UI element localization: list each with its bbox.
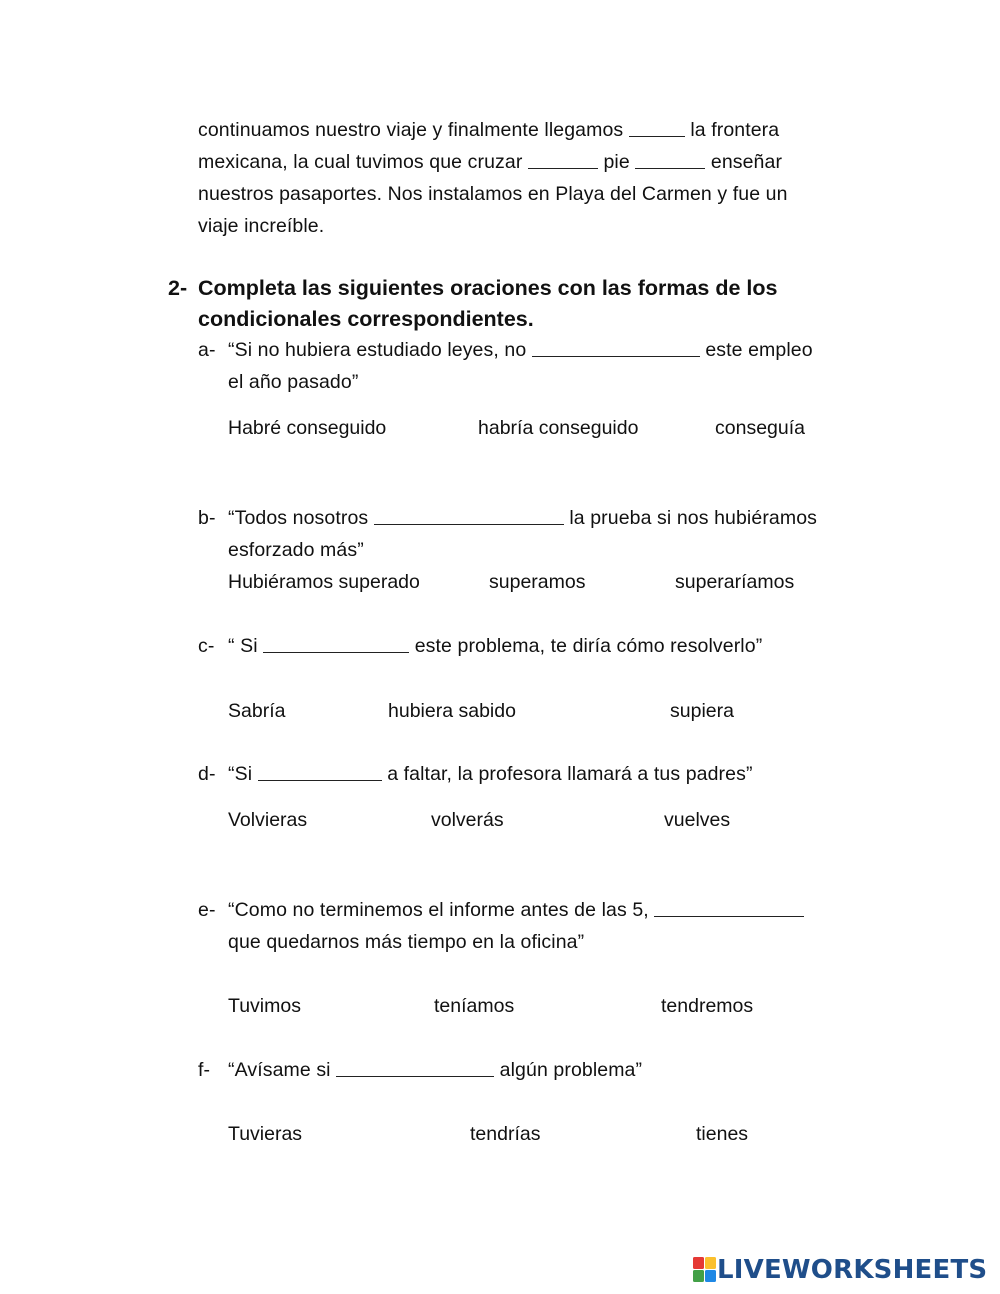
live-badge-icon [693,1257,717,1283]
question-letter: b- [198,507,216,529]
option-f-2[interactable]: tendrías [470,1123,541,1145]
option-e-3[interactable]: tendremos [661,995,754,1017]
option-a-3[interactable]: conseguía [715,417,805,439]
option-e-1[interactable]: Tuvimos [228,995,301,1017]
option-f-3[interactable]: tienes [696,1123,749,1145]
intro-line-2: mexicana, la cual tuvimos que cruzar pie enseñar [198,151,783,173]
fill-blank[interactable] [258,763,382,781]
section-title-line-2: condicionales correspondientes. [198,307,534,331]
question-a-line-1: “Si no hubiera estudiado leyes, no este empleo [228,339,813,361]
option-e-2[interactable]: teníamos [434,995,515,1017]
option-d-1[interactable]: Volvieras [228,809,308,831]
section-title-line-1: Completa las siguientes oraciones con las formas de los [198,276,778,300]
fill-blank[interactable] [654,899,804,917]
intro-line-3: nuestros pasaportes. Nos instalamos en Playa del Carmen y fue un [198,183,788,205]
option-b-1[interactable]: Hubiéramos superado [228,571,420,593]
question-a-line-2: el año pasado” [228,371,359,393]
question-f-line-1: “Avísame si algún problema” [228,1059,643,1081]
fill-blank[interactable] [635,151,705,169]
question-letter: a- [198,339,216,361]
option-f-1[interactable]: Tuvieras [228,1123,303,1145]
question-letter: d- [198,763,216,785]
option-b-2[interactable]: superamos [489,571,586,593]
option-d-2[interactable]: volverás [431,809,504,831]
question-b-line-2: esforzado más” [228,539,364,561]
liveworksheets-logo[interactable] [693,1255,987,1285]
fill-blank[interactable] [532,339,700,357]
fill-blank[interactable] [336,1059,494,1077]
question-b-line-1: “Todos nosotros la prueba si nos hubiéramos [228,507,817,529]
question-d-line-1: “Si a faltar, la profesora llamará a tus padres” [228,763,753,785]
intro-line-4: viaje increíble. [198,215,325,237]
intro-line-1: continuamos nuestro viaje y finalmente llegamos la frontera [198,119,780,141]
option-c-3[interactable]: supiera [670,700,734,722]
question-letter: f- [198,1059,211,1081]
logo-wordmark: LIVEWORKSHEETS [717,1255,988,1285]
question-e-line-1: “Como no terminemos el informe antes de las 5, [228,894,804,926]
option-d-3[interactable]: vuelves [664,809,731,831]
option-b-3[interactable]: superaríamos [675,571,795,593]
fill-blank[interactable] [629,119,685,137]
option-a-2[interactable]: habría conseguido [478,417,639,439]
option-a-1[interactable]: Habré conseguido [228,417,387,439]
fill-blank[interactable] [263,635,409,653]
question-letter: e- [198,899,216,921]
option-c-2[interactable]: hubiera sabido [388,700,516,722]
question-letter: c- [198,635,215,657]
question-c-line-1: “ Si este problema, te diría cómo resolverlo” [228,635,763,657]
option-c-1[interactable]: Sabría [228,700,286,722]
fill-blank[interactable] [528,151,598,169]
question-e-line-2: que quedarnos más tiempo en la oficina” [228,931,585,953]
section-number: 2- [168,276,188,300]
fill-blank[interactable] [374,507,564,525]
